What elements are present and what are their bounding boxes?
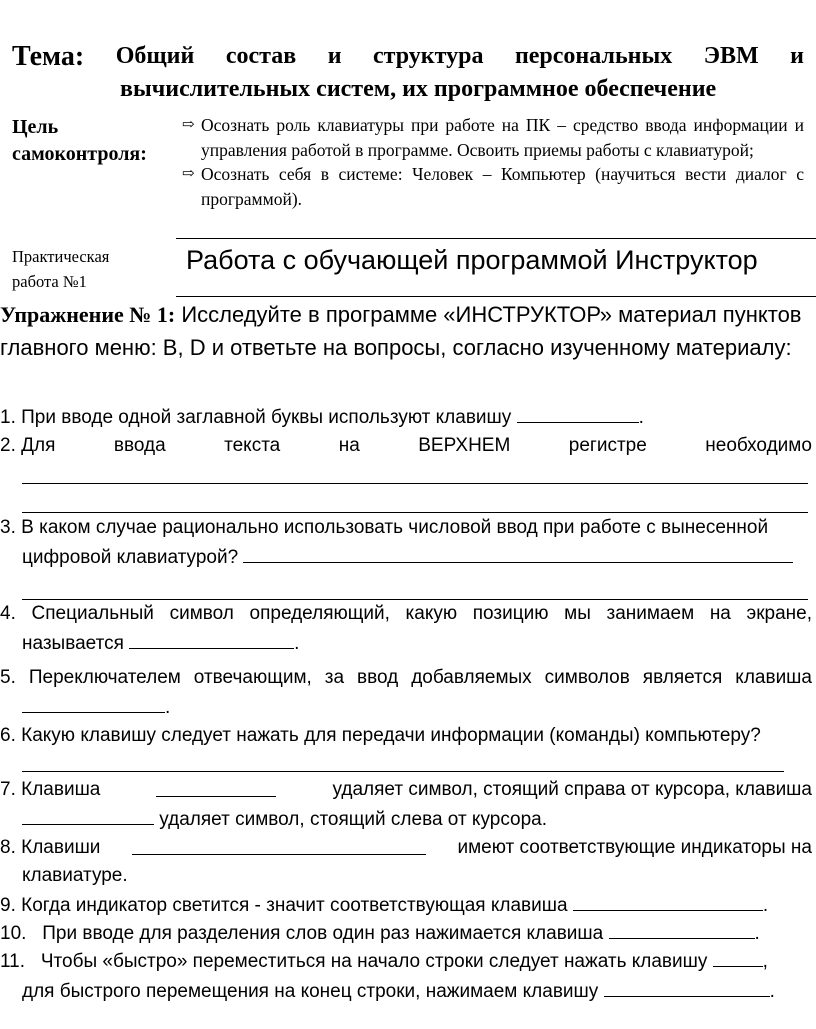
punctuation: . [762, 895, 769, 916]
punctuation: . [769, 981, 775, 1002]
question-10 [0, 918, 812, 948]
question-text: клавиатуре. [22, 865, 128, 886]
question-word: ввода [113, 435, 166, 456]
topic-word: персональных [514, 43, 673, 69]
question-word: на [338, 435, 360, 456]
answer-blank[interactable] [156, 776, 276, 797]
goal-list [182, 113, 804, 211]
answer-line[interactable] [22, 512, 808, 513]
question-text: Какую клавишу следует нажать для передачи информации (команды) компьютеру? [21, 725, 761, 746]
answer-blank[interactable] [573, 890, 763, 911]
question-8 [0, 834, 812, 890]
question-number-word [0, 432, 55, 460]
question-word: ВЕРХНЕМ [418, 435, 511, 456]
question-number: 1. [0, 407, 16, 428]
answer-blank[interactable] [517, 402, 639, 423]
question-text: удаляет символ, стоящий справа от курсора, клавиша [332, 779, 812, 800]
punctuation: . [294, 633, 300, 654]
question-text: При вводе для разделения слов один раз нажимается клавиша [42, 923, 604, 944]
topic-word: структура [373, 43, 484, 69]
arrow-icon: ⇨ [182, 166, 195, 182]
question-9 [0, 890, 812, 920]
goal-label-line: Цель [12, 116, 59, 138]
practical-label-line: работа №1 [12, 272, 87, 291]
topic-word: Общий [115, 43, 195, 69]
question-text: Клавиша [21, 779, 101, 800]
question-word: Для [21, 435, 56, 456]
topic-line-2: вычислительных систем, их программное обеспечение [120, 76, 717, 102]
question-number: 7. [0, 779, 16, 800]
exercise-label: Упражнение № 1: [0, 302, 176, 327]
question-text: Когда индикатор светится - значит соответствующая клавиша [21, 895, 568, 916]
answer-blank[interactable] [132, 834, 426, 855]
question-1 [0, 402, 812, 432]
answer-blank[interactable] [243, 542, 793, 563]
practical-title: Работа с обучающей программой Инструктор [186, 245, 758, 275]
question-text: При вводе одной заглавной буквы используют клавишу [21, 407, 512, 428]
question-4 [0, 600, 812, 658]
punctuation: . [754, 923, 760, 944]
answer-line[interactable] [22, 771, 784, 772]
question-text: цифровой клавиатурой? [22, 547, 239, 568]
topic-word: ЭВМ [703, 43, 759, 69]
question-6 [0, 722, 812, 750]
question-2 [0, 432, 812, 460]
exercise-instruction [0, 298, 812, 364]
question-word: текста [224, 435, 281, 456]
question-number: 3. [0, 517, 16, 538]
question-3 [0, 514, 812, 572]
exercise-text: Исследуйте в программе «ИНСТРУКТОР» материал пунктов главного меню: B, D и ответьте на вопросы, согласно изученному материалу: [0, 302, 802, 360]
topic-label: Тема: [12, 41, 85, 72]
divider [176, 296, 816, 297]
answer-line[interactable] [22, 483, 808, 484]
answer-blank[interactable] [22, 692, 165, 713]
goal-item-text: Осознать себя в системе: Человек – Компьютер (научиться вести диалог с программой). [201, 164, 804, 209]
question-7 [0, 776, 812, 834]
question-number: 11. [0, 951, 26, 972]
question-text: В каком случае рационально использовать числовой ввод при работе с вынесенной [21, 517, 769, 538]
topic-word: и [790, 43, 804, 69]
question-text: для быстрого перемещения на конец строки, нажимаем клавишу [22, 981, 599, 1002]
practical-label [12, 244, 109, 294]
punctuation: . [638, 407, 644, 428]
goal-label-line: самоконтроля: [12, 143, 147, 165]
answer-blank[interactable] [604, 976, 770, 997]
question-word: необходимо [705, 435, 812, 456]
question-text: имеют соответствующие индикаторы на [457, 837, 812, 858]
question-number: 9. [0, 895, 16, 916]
question-number: 8. [0, 837, 16, 858]
question-5 [0, 664, 812, 722]
question-text: Чтобы «быстро» переместиться на начало строки следует нажать клавишу [40, 951, 708, 972]
practical-label-line: Практическая [12, 247, 110, 266]
punctuation: , [762, 951, 768, 972]
question-text: называется [22, 633, 124, 654]
question-number: 10. [0, 923, 27, 944]
question-text: удаляет символ, стоящий слева от курсора. [159, 809, 548, 830]
answer-blank[interactable] [713, 946, 763, 967]
question-text: Специальный символ определяющий, какую позицию мы занимаем на экране, [31, 603, 813, 624]
question-text: Клавиши [21, 837, 101, 858]
punctuation: . [165, 697, 171, 718]
question-number: 5. [0, 667, 16, 688]
answer-blank[interactable] [22, 804, 154, 825]
arrow-icon: ⇨ [182, 117, 195, 133]
question-11 [0, 946, 812, 1006]
topic-heading [12, 40, 804, 106]
goal-item [182, 113, 804, 162]
answer-blank[interactable] [609, 918, 755, 939]
goal-item [182, 162, 804, 211]
question-text: Переключателем отвечающим, за ввод добавляемых символов является клавиша [28, 667, 812, 688]
topic-line-1 [12, 40, 804, 73]
question-word: регистре [568, 435, 647, 456]
goal-item-text: Осознать роль клавиатуры при работе на ПК – средство ввода информации и управления работой в программе. Освоить приемы работы с клавиатурой; [201, 115, 804, 160]
question-number: 6. [0, 725, 16, 746]
goal-label [12, 114, 147, 168]
answer-blank[interactable] [129, 628, 294, 649]
divider [176, 238, 816, 239]
topic-word: состав [225, 43, 297, 69]
question-number: 2. [0, 435, 16, 456]
question-number: 4. [0, 603, 16, 624]
topic-word: и [327, 43, 342, 69]
